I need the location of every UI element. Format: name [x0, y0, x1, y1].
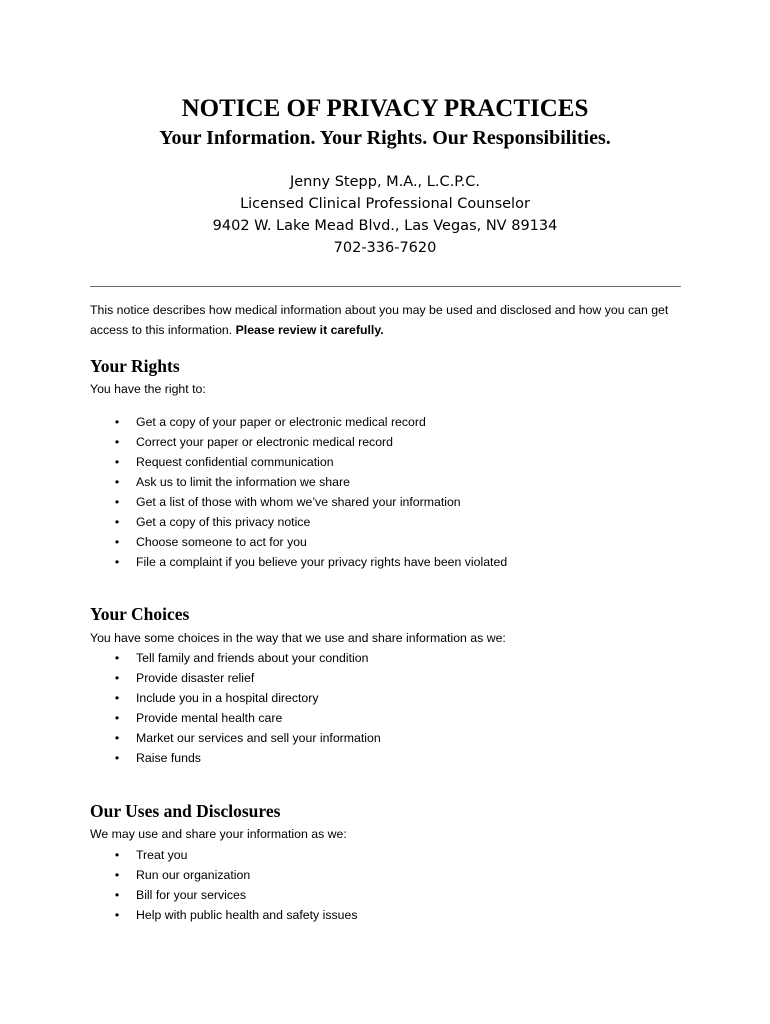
list-item [90, 512, 507, 532]
bullet-icon: • [114, 908, 120, 922]
bullet-icon: • [114, 475, 120, 489]
intro-text: This notice describes how medical information about you may be used and disclosed and how you can get access to this information. [90, 303, 669, 337]
list-item-text: Choose someone to act for you [136, 535, 307, 549]
list-item [90, 885, 357, 905]
section-lead-rights: You have the right to: [90, 382, 206, 396]
list-item-text: File a complaint if you believe your privacy rights have been violated [136, 555, 508, 569]
bullet-icon: • [114, 731, 120, 745]
list-item-text: Market our services and sell your information [136, 731, 381, 745]
list-item [90, 905, 357, 925]
section-lead-choices: You have some choices in the way that we use and share information as we: [90, 631, 506, 645]
list-item-text: Provide mental health care [136, 711, 283, 725]
list-item [90, 648, 381, 668]
choices-list [90, 648, 381, 768]
list-item [90, 532, 507, 552]
intro-emphasis: Please review it carefully. [235, 323, 384, 337]
provider-phone: 702-336-7620 [333, 240, 437, 256]
list-item-text: Ask us to limit the information we share [136, 475, 350, 489]
list-item-text: Get a list of those with whom we’ve shared your information [136, 495, 461, 509]
bullet-icon: • [114, 868, 120, 882]
list-item-text: Run our organization [136, 868, 251, 882]
bullet-icon: • [114, 848, 120, 862]
bullet-icon: • [114, 888, 120, 902]
bullet-icon: • [114, 651, 120, 665]
list-item [90, 865, 357, 885]
list-item-text: Get a copy of this privacy notice [136, 515, 311, 529]
list-item [90, 492, 507, 512]
list-item-text: Request confidential communication [136, 455, 334, 469]
list-item-text: Get a copy of your paper or electronic medical record [136, 415, 426, 429]
document-subtitle: Your Information. Your Rights. Our Responsibilities. [159, 127, 611, 149]
section-heading-uses: Our Uses and Disclosures [90, 801, 281, 821]
bullet-icon: • [114, 435, 120, 449]
list-item-text: Raise funds [136, 751, 201, 765]
bullet-icon: • [114, 711, 120, 725]
provider-name: Jenny Stepp, M.A., L.C.P.C. [289, 174, 481, 190]
list-item-text: Include you in a hospital directory [136, 691, 319, 705]
list-item [90, 728, 381, 748]
list-item [90, 668, 381, 688]
bullet-icon: • [114, 515, 120, 529]
list-item-text: Bill for your services [136, 888, 247, 902]
provider-credential: Licensed Clinical Professional Counselor [240, 196, 530, 212]
list-item [90, 412, 507, 432]
list-item [90, 552, 507, 572]
list-item-text: Provide disaster relief [136, 671, 255, 685]
horizontal-divider [90, 286, 681, 287]
list-item [90, 708, 381, 728]
bullet-icon: • [114, 555, 120, 569]
list-item [90, 845, 357, 865]
intro-paragraph [90, 300, 682, 340]
rights-list [90, 412, 507, 572]
provider-address: 9402 W. Lake Mead Blvd., Las Vegas, NV 89134 [212, 218, 558, 234]
list-item [90, 432, 507, 452]
bullet-icon: • [114, 495, 120, 509]
list-item [90, 452, 507, 472]
bullet-icon: • [114, 455, 120, 469]
contact-block [0, 171, 770, 259]
list-item-text: Correct your paper or electronic medical record [136, 435, 393, 449]
uses-list [90, 845, 357, 925]
list-item-text: Tell family and friends about your condition [136, 651, 369, 665]
bullet-icon: • [114, 751, 120, 765]
list-item-text: Treat you [136, 848, 188, 862]
bullet-icon: • [114, 671, 120, 685]
list-item [90, 472, 507, 492]
bullet-icon: • [114, 535, 120, 549]
bullet-icon: • [114, 415, 120, 429]
list-item-text: Help with public health and safety issues [136, 908, 358, 922]
bullet-icon: • [114, 691, 120, 705]
section-heading-choices: Your Choices [90, 604, 190, 624]
section-heading-rights: Your Rights [90, 356, 180, 376]
list-item [90, 688, 381, 708]
document-title: NOTICE OF PRIVACY PRACTICES [181, 95, 589, 122]
list-item [90, 748, 381, 768]
section-lead-uses: We may use and share your information as we: [90, 827, 347, 841]
